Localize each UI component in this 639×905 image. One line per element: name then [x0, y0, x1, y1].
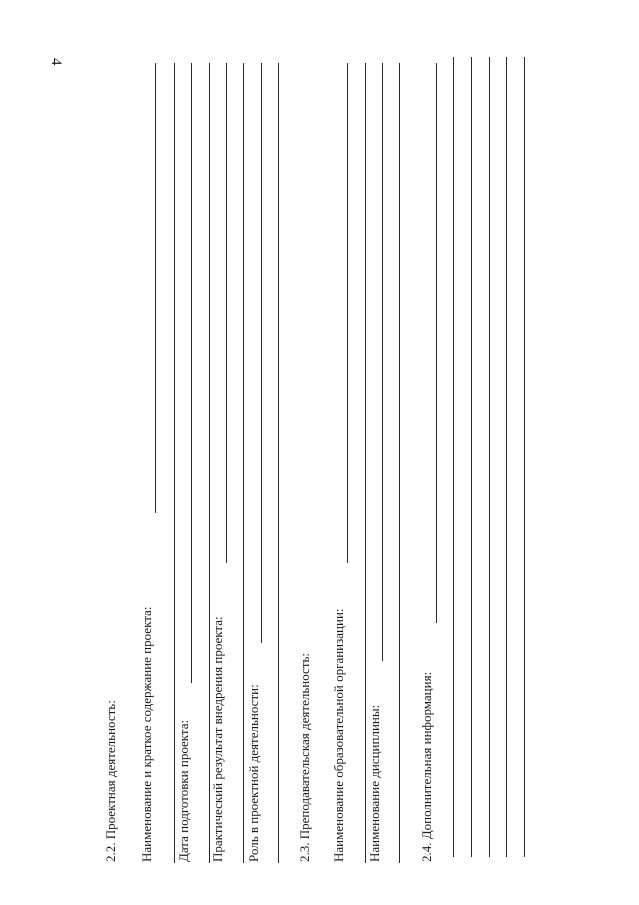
line-additional-4	[489, 57, 490, 857]
line-additional-1	[436, 63, 437, 623]
line-project-result-2	[243, 63, 244, 863]
line-additional-3	[471, 57, 472, 857]
line-additional-6	[524, 57, 525, 857]
section-heading-additional: 2.4. Дополнительная информация:	[419, 671, 434, 862]
line-project-result-1	[226, 63, 227, 563]
label-project-name: Наименование и краткое содержание проекта:	[139, 606, 154, 862]
line-discipline-2	[399, 63, 400, 863]
section-heading-project: 2.2. Проектная деятельность:	[103, 700, 118, 862]
line-project-role-2	[278, 63, 279, 863]
section-heading-teaching: 2.3. Преподавательская деятельность:	[297, 652, 312, 862]
line-project-date-1	[191, 63, 192, 683]
line-edu-organization-1	[347, 63, 348, 563]
label-discipline: Наименование дисциплины:	[367, 704, 382, 862]
line-additional-5	[506, 57, 507, 857]
line-edu-organization-2	[365, 63, 366, 863]
line-project-name-2	[174, 63, 175, 863]
label-project-role: Роль в проектной деятельности:	[246, 684, 261, 862]
line-additional-2	[453, 57, 454, 857]
line-project-role-1	[261, 63, 262, 643]
page-number: 4	[48, 58, 64, 66]
label-project-date: Дата подготовки проекта:	[176, 719, 191, 862]
line-project-name-1	[155, 63, 156, 513]
label-edu-organization: Наименование образовательной организации:	[331, 608, 346, 862]
line-discipline-1	[382, 63, 383, 661]
label-project-result: Практический результат внедрения проекта:	[210, 616, 225, 862]
